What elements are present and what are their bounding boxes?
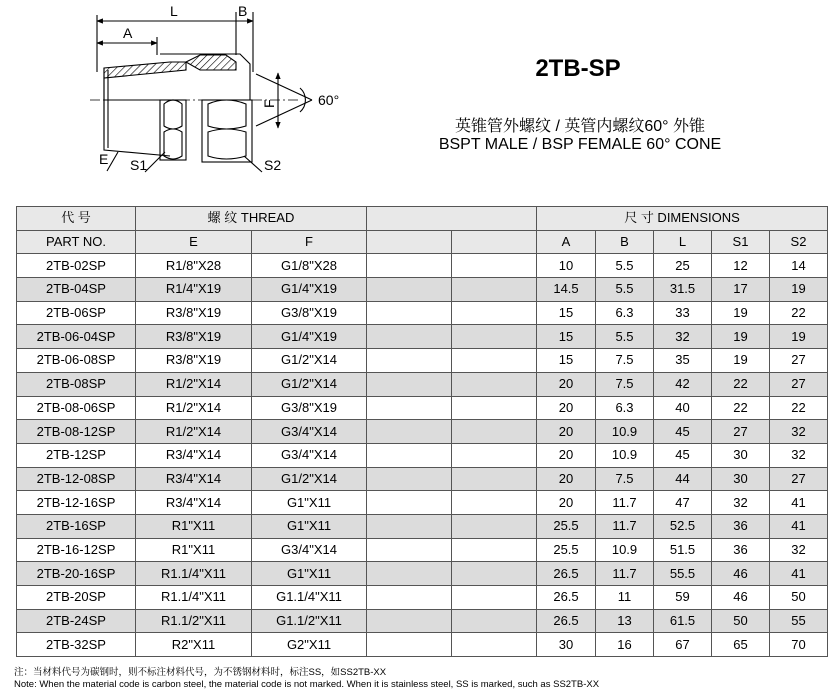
table-row (17, 420, 828, 444)
cell-S1: 22 (712, 396, 770, 420)
cell-E: R1/2"X14 (136, 420, 252, 444)
blank-cell (367, 562, 452, 586)
blank-cell (367, 538, 452, 562)
header-row-2 (17, 230, 828, 254)
cell-F: G1/2"X14 (252, 349, 367, 373)
cell-L: 47 (654, 491, 712, 515)
cell-B: 10.9 (596, 538, 654, 562)
cell-A: 15 (537, 349, 596, 373)
cell-E: R2"X11 (136, 633, 252, 657)
cell-S2: 27 (770, 467, 828, 491)
cell-F: G2"X11 (252, 633, 367, 657)
blank-cell (367, 278, 452, 302)
blank-cell (452, 514, 537, 538)
part-number-cell: 2TB-04SP (17, 278, 136, 302)
part-number-cell: 2TB-12-08SP (17, 467, 136, 491)
cell-L: 61.5 (654, 609, 712, 633)
cell-L: 52.5 (654, 514, 712, 538)
cell-S1: 36 (712, 538, 770, 562)
cell-B: 6.3 (596, 396, 654, 420)
header-col-B: B (596, 230, 654, 254)
label-S1: S1 (130, 157, 148, 173)
table-row (17, 443, 828, 467)
cell-L: 31.5 (654, 278, 712, 302)
part-number-cell: 2TB-12SP (17, 443, 136, 467)
cell-L: 45 (654, 443, 712, 467)
cell-S1: 30 (712, 443, 770, 467)
blank-cell (452, 349, 537, 373)
part-number-cell: 2TB-16-12SP (17, 538, 136, 562)
cell-A: 20 (537, 396, 596, 420)
cell-S2: 41 (770, 491, 828, 515)
blank-cell (367, 325, 452, 349)
blank-cell (452, 420, 537, 444)
table-row (17, 514, 828, 538)
cell-F: G1/8"X28 (252, 254, 367, 278)
part-number-cell: 2TB-32SP (17, 633, 136, 657)
cell-E: R1/8"X28 (136, 254, 252, 278)
part-number-cell: 2TB-06SP (17, 301, 136, 325)
blank-cell (367, 514, 452, 538)
cell-A: 25.5 (537, 538, 596, 562)
cell-A: 20 (537, 443, 596, 467)
blank-cell (367, 420, 452, 444)
cell-L: 32 (654, 325, 712, 349)
header-col-E: E (136, 230, 252, 254)
part-number-cell: 2TB-06-08SP (17, 349, 136, 373)
cell-F: G3/4"X14 (252, 443, 367, 467)
subtitle-english: BSPT MALE / BSP FEMALE 60° CONE (438, 136, 722, 153)
table-body (17, 254, 828, 657)
table-row (17, 586, 828, 610)
cell-B: 10.9 (596, 443, 654, 467)
label-F: F (261, 99, 277, 108)
cell-L: 44 (654, 467, 712, 491)
cell-B: 7.5 (596, 349, 654, 373)
cell-E: R1.1/2"X11 (136, 609, 252, 633)
part-number-cell: 2TB-20-16SP (17, 562, 136, 586)
blank-cell (367, 254, 452, 278)
cell-A: 20 (537, 467, 596, 491)
cell-L: 40 (654, 396, 712, 420)
table-row (17, 633, 828, 657)
cell-F: G1.1/2"X11 (252, 609, 367, 633)
header-col-A: A (537, 230, 596, 254)
cell-S1: 19 (712, 349, 770, 373)
header-thread: 螺 纹 THREAD (136, 207, 367, 231)
blank-cell (452, 586, 537, 610)
cell-A: 30 (537, 633, 596, 657)
cell-L: 35 (654, 349, 712, 373)
cell-B: 5.5 (596, 325, 654, 349)
table-row (17, 278, 828, 302)
header-col-F: F (252, 230, 367, 254)
blank-cell (452, 491, 537, 515)
cell-B: 11.7 (596, 514, 654, 538)
cell-F: G1"X11 (252, 491, 367, 515)
cell-S1: 30 (712, 467, 770, 491)
cell-S1: 46 (712, 586, 770, 610)
cell-B: 13 (596, 609, 654, 633)
header-code-cn: 代 号 (17, 207, 136, 231)
table-row (17, 254, 828, 278)
cell-S1: 32 (712, 491, 770, 515)
cell-S1: 19 (712, 301, 770, 325)
blank-cell (452, 633, 537, 657)
blank-cell (367, 396, 452, 420)
table-row (17, 301, 828, 325)
cell-B: 11.7 (596, 491, 654, 515)
part-number-cell: 2TB-08SP (17, 372, 136, 396)
cell-S2: 19 (770, 278, 828, 302)
cell-E: R3/4"X14 (136, 491, 252, 515)
cell-B: 10.9 (596, 420, 654, 444)
cell-E: R1"X11 (136, 538, 252, 562)
cell-B: 16 (596, 633, 654, 657)
cell-F: G3/8"X19 (252, 301, 367, 325)
cell-B: 7.5 (596, 467, 654, 491)
cell-S1: 12 (712, 254, 770, 278)
label-angle: 60° (318, 92, 340, 108)
fitting-drawing (0, 0, 400, 190)
cell-L: 55.5 (654, 562, 712, 586)
cell-F: G3/4"X14 (252, 538, 367, 562)
cell-A: 26.5 (537, 609, 596, 633)
blank-cell (452, 301, 537, 325)
blank-cell (452, 396, 537, 420)
subtitle-chinese: 英锥管外螺纹 / 英管内螺纹60° 外锥 (455, 118, 705, 135)
header-dimensions: 尺 寸 DIMENSIONS (537, 207, 828, 231)
part-number-cell: 2TB-20SP (17, 586, 136, 610)
part-number-cell: 2TB-24SP (17, 609, 136, 633)
cell-L: 42 (654, 372, 712, 396)
cell-F: G3/4"X14 (252, 420, 367, 444)
blank-cell (452, 372, 537, 396)
header-col-S1: S1 (712, 230, 770, 254)
cell-S2: 50 (770, 586, 828, 610)
product-title: 2TB-SP (535, 55, 621, 82)
cell-E: R1.1/4"X11 (136, 586, 252, 610)
cell-L: 67 (654, 633, 712, 657)
cell-B: 5.5 (596, 278, 654, 302)
cell-E: R3/8"X19 (136, 325, 252, 349)
blank-cell (367, 443, 452, 467)
header-code-en: PART NO. (17, 230, 136, 254)
blank-cell (452, 443, 537, 467)
cell-S2: 27 (770, 349, 828, 373)
label-L: L (170, 3, 178, 19)
cell-S1: 17 (712, 278, 770, 302)
header-blank-2 (452, 230, 537, 254)
cell-S2: 22 (770, 301, 828, 325)
cell-F: G1"X11 (252, 562, 367, 586)
cell-F: G3/8"X19 (252, 396, 367, 420)
cell-L: 33 (654, 301, 712, 325)
cell-S1: 19 (712, 325, 770, 349)
cell-S2: 32 (770, 420, 828, 444)
cell-S2: 14 (770, 254, 828, 278)
cell-L: 51.5 (654, 538, 712, 562)
cell-S1: 36 (712, 514, 770, 538)
part-number-cell: 2TB-08-12SP (17, 420, 136, 444)
blank-cell (452, 278, 537, 302)
table-row (17, 491, 828, 515)
cell-F: G1/4"X19 (252, 278, 367, 302)
cell-A: 25.5 (537, 514, 596, 538)
cell-B: 5.5 (596, 254, 654, 278)
cell-L: 25 (654, 254, 712, 278)
blank-cell (452, 467, 537, 491)
header-col-S2: S2 (770, 230, 828, 254)
cell-A: 26.5 (537, 586, 596, 610)
header-blank-1 (367, 230, 452, 254)
blank-cell (367, 301, 452, 325)
cell-S1: 46 (712, 562, 770, 586)
label-B: B (238, 3, 248, 19)
cell-E: R1/2"X14 (136, 396, 252, 420)
header-col-L: L (654, 230, 712, 254)
blank-cell (452, 562, 537, 586)
cell-F: G1/2"X14 (252, 467, 367, 491)
cell-A: 14.5 (537, 278, 596, 302)
cell-S2: 19 (770, 325, 828, 349)
cell-E: R3/8"X19 (136, 349, 252, 373)
label-E: E (99, 151, 109, 167)
cell-S2: 41 (770, 514, 828, 538)
cell-F: G1.1/4"X11 (252, 586, 367, 610)
blank-cell (452, 538, 537, 562)
table-row (17, 372, 828, 396)
cell-F: G1"X11 (252, 514, 367, 538)
cell-F: G1/2"X14 (252, 372, 367, 396)
part-number-cell: 2TB-12-16SP (17, 491, 136, 515)
cell-B: 6.3 (596, 301, 654, 325)
blank-cell (367, 467, 452, 491)
cell-S2: 32 (770, 443, 828, 467)
cell-E: R1"X11 (136, 514, 252, 538)
table-row (17, 609, 828, 633)
note-english: Note: When the material code is carbon steel, the material code is not marked. When it is stainless steel, SS is marked, such as SS2TB-XX (14, 679, 600, 690)
cell-B: 11 (596, 586, 654, 610)
cell-A: 15 (537, 301, 596, 325)
label-A: A (123, 25, 133, 41)
part-number-cell: 2TB-08-06SP (17, 396, 136, 420)
cell-S1: 22 (712, 372, 770, 396)
cell-A: 20 (537, 420, 596, 444)
cell-E: R1/4"X19 (136, 278, 252, 302)
cell-A: 15 (537, 325, 596, 349)
blank-cell (367, 586, 452, 610)
part-number-cell: 2TB-16SP (17, 514, 136, 538)
table-row (17, 349, 828, 373)
cell-S2: 27 (770, 372, 828, 396)
cell-S2: 22 (770, 396, 828, 420)
cell-E: R3/4"X14 (136, 443, 252, 467)
blank-cell (367, 349, 452, 373)
cell-L: 45 (654, 420, 712, 444)
blank-cell (367, 609, 452, 633)
table-row (17, 538, 828, 562)
cell-S2: 70 (770, 633, 828, 657)
part-number-cell: 2TB-06-04SP (17, 325, 136, 349)
cell-S1: 27 (712, 420, 770, 444)
part-number-cell: 2TB-02SP (17, 254, 136, 278)
table-row (17, 396, 828, 420)
cell-S1: 65 (712, 633, 770, 657)
cell-A: 10 (537, 254, 596, 278)
cell-A: 20 (537, 372, 596, 396)
cell-S1: 50 (712, 609, 770, 633)
table-row (17, 325, 828, 349)
blank-cell (452, 609, 537, 633)
cell-S2: 41 (770, 562, 828, 586)
cell-E: R1/2"X14 (136, 372, 252, 396)
cell-B: 11.7 (596, 562, 654, 586)
spec-table (16, 206, 828, 657)
note-chinese: 注：当材料代号为碳钢时，则不标注材料代号，为不锈钢材料时，标注SS，如SS2TB-XX (14, 667, 387, 678)
cell-F: G1/4"X19 (252, 325, 367, 349)
cell-L: 59 (654, 586, 712, 610)
header-blank (367, 207, 537, 231)
blank-cell (452, 254, 537, 278)
blank-cell (367, 372, 452, 396)
header-row-1 (17, 207, 828, 231)
blank-cell (367, 633, 452, 657)
blank-cell (367, 491, 452, 515)
cell-B: 7.5 (596, 372, 654, 396)
cell-A: 20 (537, 491, 596, 515)
cell-A: 26.5 (537, 562, 596, 586)
cell-S2: 55 (770, 609, 828, 633)
table-row (17, 467, 828, 491)
cell-S2: 32 (770, 538, 828, 562)
label-S2: S2 (264, 157, 282, 173)
cell-E: R3/4"X14 (136, 467, 252, 491)
cell-E: R3/8"X19 (136, 301, 252, 325)
cell-E: R1.1/4"X11 (136, 562, 252, 586)
blank-cell (452, 325, 537, 349)
table-row (17, 562, 828, 586)
